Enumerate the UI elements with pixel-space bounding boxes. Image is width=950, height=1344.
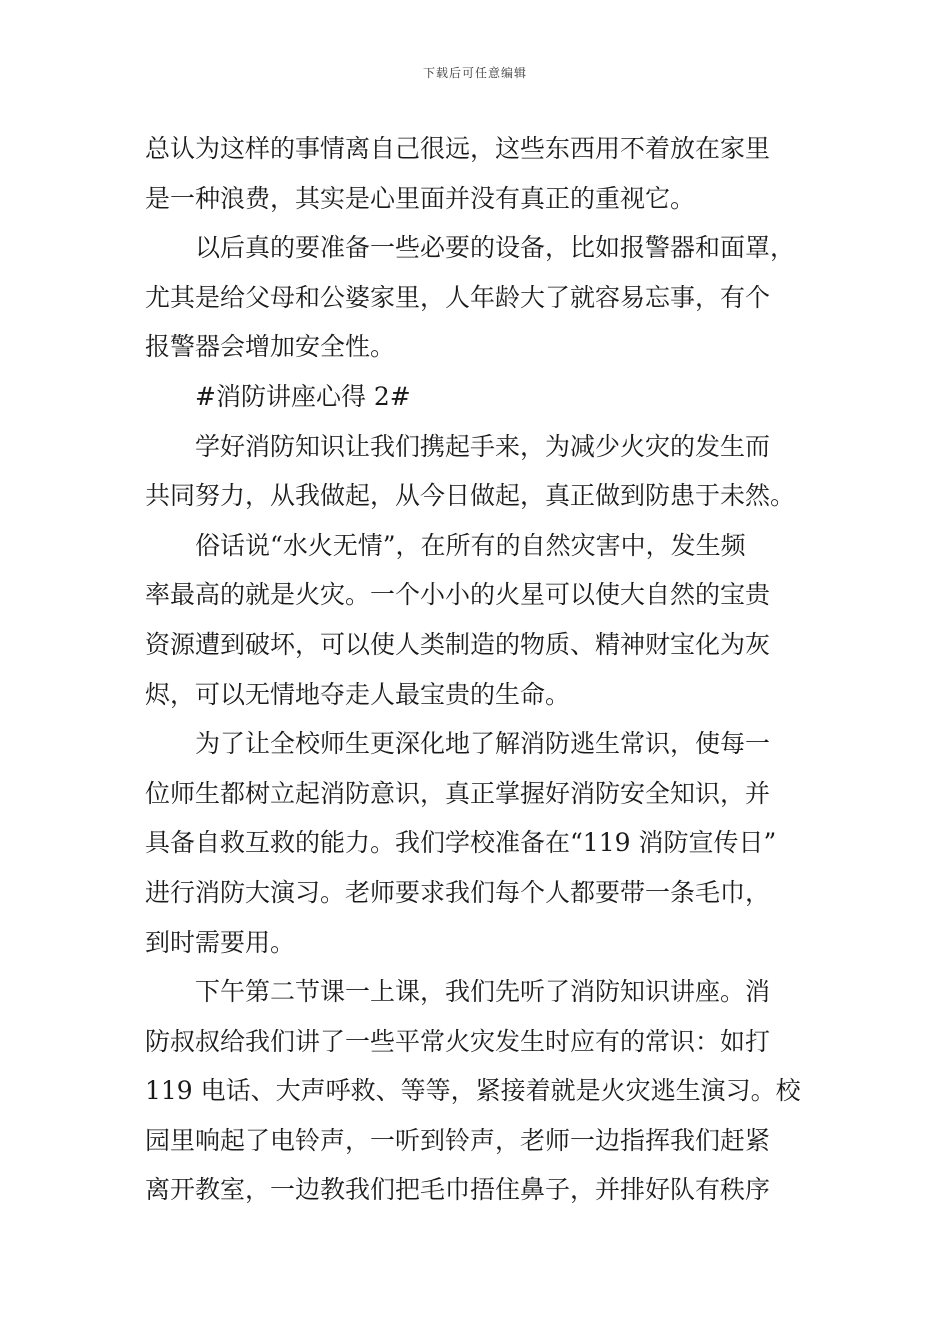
text-line: 率最高的就是火灾。一个小小的火星可以使大自然的宝贵: [145, 580, 771, 610]
text-line: 总认为这样的事情离自己很远，这些东西用不着放在家里: [145, 134, 771, 163]
text-line: 离开教室，一边教我们把毛巾捂住鼻子，并排好队有秩序: [145, 1175, 771, 1205]
text-line: 是一种浪费，其实是心里面并没有真正的重视它。: [145, 183, 696, 213]
text-line: 共同努力，从我做起，从今日做起，真正做到防患于未然。: [145, 481, 796, 511]
text-line: 以后真的要准备一些必要的设备，比如报警器和面罩，: [195, 233, 796, 263]
text-line: 资源遭到破坏，可以使人类制造的物质、精神财宝化为灰: [145, 629, 771, 659]
document-body: [145, 124, 815, 1215]
text-line: 学好消防知识让我们携起手来，为减少火灾的发生而: [195, 431, 771, 461]
text-line: 防叔叔给我们讲了一些平常火灾发生时应有的常识：如打: [145, 1026, 771, 1056]
section-heading: #消防讲座心得 2#: [195, 381, 411, 411]
text-line: 园里响起了电铃声，一听到铃声，老师一边指挥我们赶紧: [145, 1125, 771, 1155]
text-line: 下午第二节课一上课，我们先听了消防知识讲座。消: [195, 977, 771, 1007]
page-header: 下载后可任意编辑: [422, 66, 527, 80]
text-line: 位师生都树立起消防意识，真正掌握好消防安全知识，并: [145, 778, 771, 808]
text-line: 119 电话、大声呼救、等等，紧接着就是火灾逃生演习。校: [145, 1076, 801, 1106]
text-line: 为了让全校师生更深化地了解消防逃生常识，使每一: [195, 729, 771, 759]
text-line: 尤其是给父母和公婆家里，人年龄大了就容易忘事，有个: [145, 282, 771, 312]
text-line: 报警器会增加安全性。: [145, 332, 396, 362]
text-line: 俗话说“水火无情”，在所有的自然灾害中，发生频: [195, 530, 746, 560]
text-line: 到时需要用。: [145, 927, 296, 957]
text-line: 进行消防大演习。老师要求我们每个人都要带一条毛巾，: [145, 877, 771, 907]
text-line: 具备自救互救的能力。我们学校准备在“119 消防宣传日”: [145, 828, 777, 858]
text-line: 烬，可以无情地夺走人最宝贵的生命。: [145, 679, 571, 709]
